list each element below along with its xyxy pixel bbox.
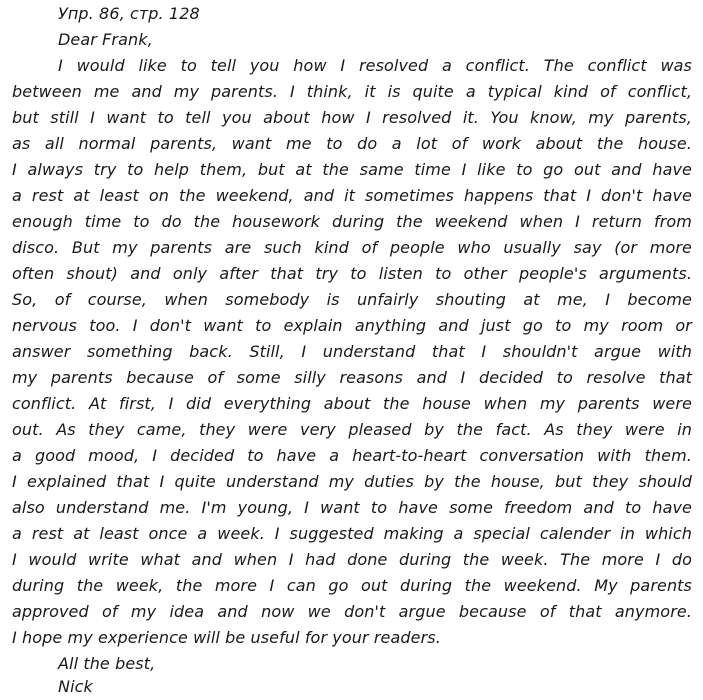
letter-line: I would write what and when I had done during the week. The more I do: [12, 550, 692, 569]
letter-line: a rest at least once a week. I suggested making a special calender in which: [12, 524, 692, 543]
letter-line: out. As they came, they were very pleased by the fact. As they were in: [12, 420, 692, 439]
letter-line: often shout) and only after that try to listen to other people's arguments.: [12, 264, 692, 283]
letter-closing: All the best,: [58, 654, 156, 673]
letter-line: So, of course, when somebody is unfairly shouting at me, I become: [12, 290, 692, 309]
letter-line: a good mood, I decided to have a heart-to-heart conversation with them.: [12, 446, 692, 465]
letter-line: answer something back. Still, I understand that I shouldn't argue with: [12, 342, 692, 361]
letter-line: I hope my experience will be useful for your readers.: [12, 628, 441, 647]
letter-line: nervous too. I don't want to explain anything and just go to my room or: [12, 316, 692, 335]
letter-line: conflict. At first, I did everything about the house when my parents were: [12, 394, 692, 413]
letter-line: disco. But my parents are such kind of people who usually say (or more: [12, 238, 692, 257]
letter-line: I would like to tell you how I resolved a conflict. The conflict was: [58, 56, 692, 75]
letter-line: my parents because of some silly reasons and I decided to resolve that: [12, 368, 692, 387]
letter-line: as all normal parents, want me to do a lot of work about the house.: [12, 134, 692, 153]
letter-line: a rest at least on the weekend, and it sometimes happens that I don't have: [12, 186, 692, 205]
letter-line: also understand me. I'm young, I want to have some freedom and to have: [12, 498, 692, 517]
letter-line: I explained that I quite understand my duties by the house, but they should: [12, 472, 692, 491]
letter-line: I always try to help them, but at the same time I like to go out and have: [12, 160, 692, 179]
letter-line: between me and my parents. I think, it is quite a typical kind of conflict,: [12, 82, 692, 101]
exercise-reference: Упр. 86, стр. 128: [58, 4, 200, 23]
letter-signature: Nick: [58, 677, 93, 696]
letter-line: approved of my idea and now we don't argue because of that anymore.: [12, 602, 692, 621]
letter-line: but still I want to tell you about how I resolved it. You know, my parents,: [12, 108, 692, 127]
letter-greeting: Dear Frank,: [58, 30, 153, 49]
letter-line: during the week, the more I can go out during the weekend. My parents: [12, 576, 692, 595]
letter-line: enough time to do the housework during the weekend when I return from: [12, 212, 692, 231]
